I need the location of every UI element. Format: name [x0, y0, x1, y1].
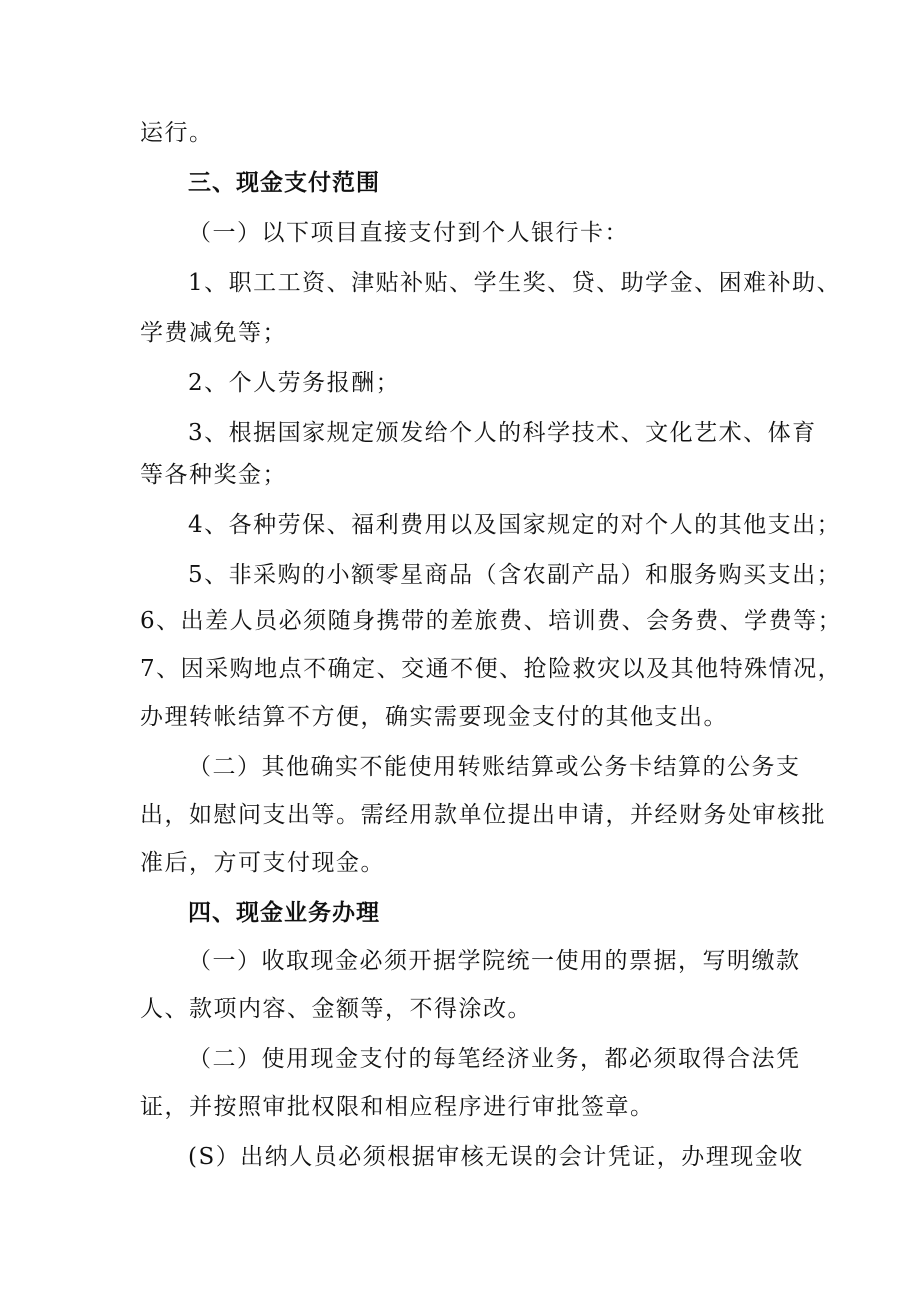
body-text-line: （二）使用现金支付的每笔经济业务，都必须取得合法凭: [188, 1046, 801, 1072]
section-heading: 三、现金支付范围: [188, 170, 380, 196]
body-text-line: 准后，方可支付现金。: [140, 850, 385, 876]
list-item: 1、职工工资、津贴补贴、学生奖、贷、助学金、困难补助、: [188, 270, 842, 296]
body-text-line: 人、款项内容、金额等，不得涂改。: [140, 996, 532, 1022]
list-item: 5、非采购的小额零星商品（含农副产品）和服务购买支出；: [188, 562, 842, 588]
list-item: 3、根据国家规定颁发给个人的科学技术、文化艺术、体育: [188, 420, 817, 446]
body-text-line: （二）其他确实不能使用转账结算或公务卡结算的公务支: [188, 754, 801, 780]
body-text-line: 运行。: [140, 120, 214, 146]
body-text-line: (S）出纳人员必须根据审核无误的会计凭证，办理现金收: [188, 1144, 804, 1170]
body-text-line: 等各种奖金；: [140, 462, 287, 488]
section-heading: 四、现金业务办理: [188, 900, 380, 926]
list-item: 7、因采购地点不确定、交通不便、抢险救灾以及其他特殊情况，: [140, 656, 843, 682]
list-item: 2、个人劳务报酬；: [188, 370, 401, 396]
body-text-line: （一）以下项目直接支付到个人银行卡：: [188, 220, 629, 246]
body-text-line: 证，并按照审批权限和相应程序进行审批签章。: [140, 1094, 655, 1120]
body-text-line: （一）收取现金必须开据学院统一使用的票据，写明缴款: [188, 948, 801, 974]
list-item: 4、各种劳保、福利费用以及国家规定的对个人的其他支出；: [188, 512, 842, 538]
body-text-line: 办理转帐结算不方便，确实需要现金支付的其他支出。: [140, 704, 728, 730]
body-text-line: 出，如慰问支出等。需经用款单位提出申请，并经财务处审核批: [140, 802, 826, 828]
list-item: 6、出差人员必须随身携带的差旅费、培训费、会务费、学费等；: [140, 608, 843, 634]
body-text-line: 学费减免等；: [140, 320, 287, 346]
